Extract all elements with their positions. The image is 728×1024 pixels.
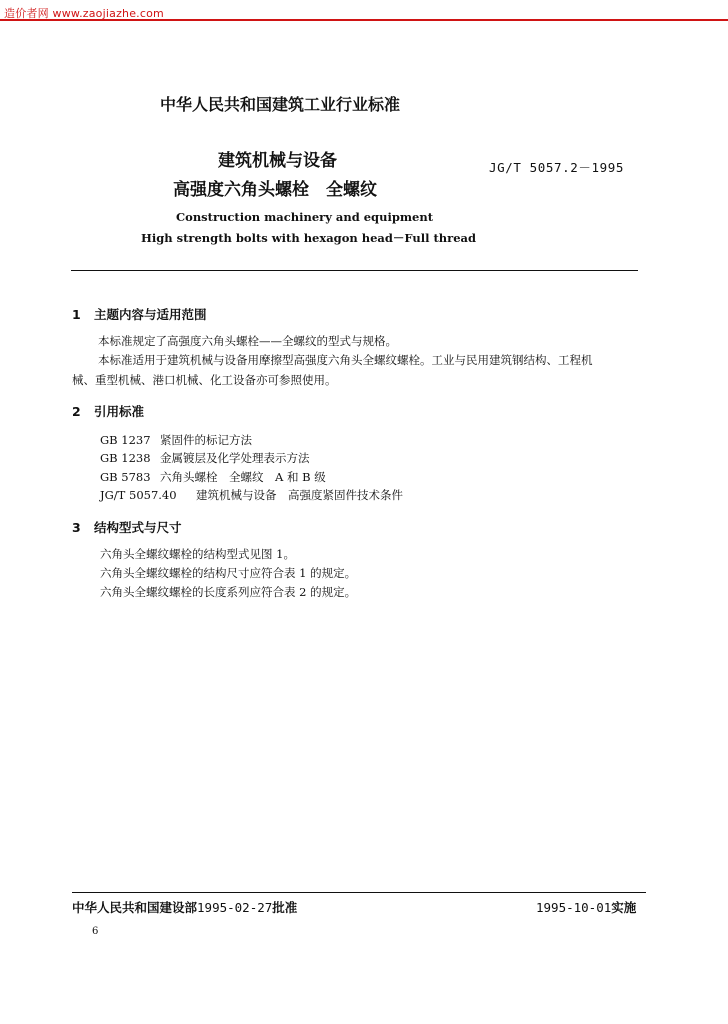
implementation-date: 1995-10-01 bbox=[536, 900, 612, 915]
standard-number: JG/T 5057.2－1995 bbox=[489, 160, 624, 175]
reference-code: JG/T 5057.40 bbox=[100, 488, 177, 502]
footer-divider bbox=[72, 892, 646, 893]
section-3-heading bbox=[72, 518, 182, 536]
section-3-paragraph: 六角头全螺纹螺栓的结构尺寸应符合表 1 的规定。 bbox=[100, 566, 357, 580]
document-title-line1: 建筑机械与设备 bbox=[218, 151, 337, 171]
section-1-heading bbox=[72, 305, 207, 323]
page-number: 6 bbox=[92, 926, 99, 937]
section-2-number: 2 bbox=[72, 404, 81, 419]
approval-authority: 中华人民共和国建设部 bbox=[72, 900, 198, 915]
english-title-line2: High strength bolts with hexagon head－Full thread bbox=[141, 231, 477, 245]
section-2-heading bbox=[72, 402, 144, 420]
section-3-paragraph: 六角头全螺纹螺栓的长度系列应符合表 2 的规定。 bbox=[100, 585, 357, 599]
implementation-suffix: 实施 bbox=[611, 900, 637, 915]
approval-line bbox=[72, 898, 297, 916]
section-3-title: 结构型式与尺寸 bbox=[94, 520, 182, 535]
reference-code: GB 1238 bbox=[100, 451, 151, 465]
reference-title: 金属镀层及化学处理表示方法 bbox=[160, 451, 310, 465]
org-title: 中华人民共和国建筑工业行业标准 bbox=[160, 95, 401, 114]
watermark-rule bbox=[0, 19, 728, 21]
english-title-line1: Construction machinery and equipment bbox=[176, 210, 434, 224]
section-2-title: 引用标准 bbox=[94, 404, 145, 419]
site-watermark: 造价者网 www.zaojiazhe.com bbox=[4, 7, 164, 20]
section-1-number: 1 bbox=[72, 307, 81, 322]
approval-date: 1995-02-27 bbox=[197, 900, 273, 915]
reference-item bbox=[100, 450, 310, 466]
reference-item bbox=[100, 469, 326, 485]
reference-title: 六角头螺栓 全螺纹 A 和 B 级 bbox=[160, 470, 326, 484]
approval-suffix: 批准 bbox=[272, 900, 298, 915]
reference-item bbox=[100, 432, 252, 448]
document-title-line2: 高强度六角头螺栓 全螺纹 bbox=[173, 180, 377, 200]
header-divider bbox=[71, 270, 638, 271]
reference-title: 建筑机械与设备 高强度紧固件技术条件 bbox=[196, 488, 403, 502]
section-3-paragraph: 六角头全螺纹螺栓的结构型式见图 1。 bbox=[100, 547, 295, 561]
reference-title: 紧固件的标记方法 bbox=[160, 433, 252, 447]
section-3-number: 3 bbox=[72, 520, 81, 535]
section-1-paragraph: 本标准适用于建筑机械与设备用摩擦型高强度六角头全螺纹螺栓。工业与民用建筑钢结构、工程机 bbox=[98, 353, 593, 367]
reference-item bbox=[100, 487, 403, 503]
reference-code: GB 5783 bbox=[100, 470, 151, 484]
section-1-title: 主题内容与适用范围 bbox=[94, 307, 207, 322]
section-1-paragraph: 本标准规定了高强度六角头螺栓——全螺纹的型式与规格。 bbox=[98, 334, 397, 348]
reference-code: GB 1237 bbox=[100, 433, 151, 447]
implementation-line bbox=[536, 898, 636, 916]
section-1-paragraph-continuation: 械、重型机械、港口机械、化工设备亦可参照使用。 bbox=[72, 373, 337, 387]
